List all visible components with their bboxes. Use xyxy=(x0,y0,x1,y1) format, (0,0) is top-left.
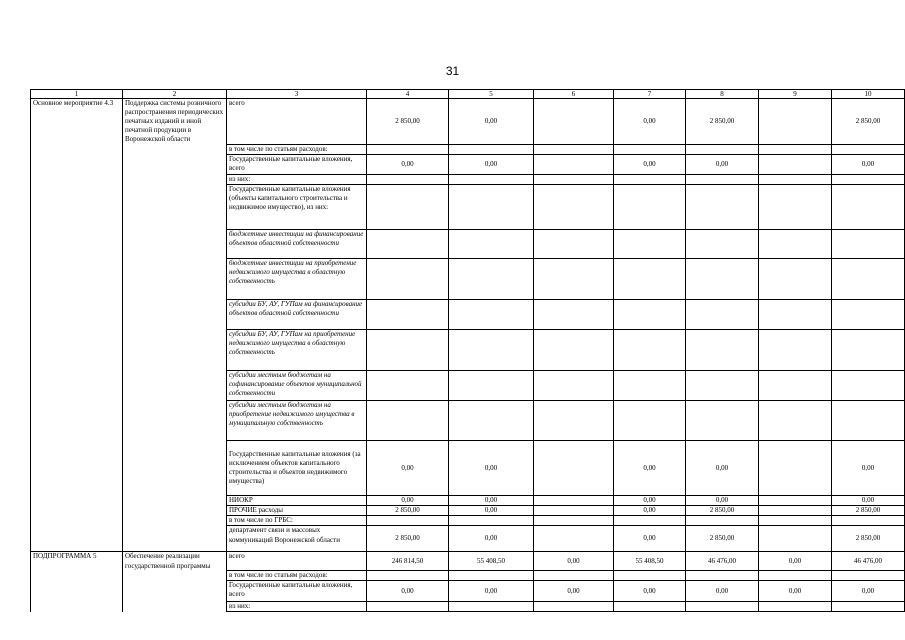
expense-label: в том числе по статьям расходов: xyxy=(227,144,367,154)
value-cell xyxy=(686,230,759,259)
value-cell xyxy=(534,602,614,612)
value-cell xyxy=(759,496,832,506)
activity-description: Поддержка системы розничного распространения периодических печатных изданий и иной печатной продукции в Воронежской области xyxy=(123,99,227,145)
column-header: 7 xyxy=(614,90,686,99)
merged-cell xyxy=(31,571,123,581)
value-cell: 0,00 xyxy=(367,441,449,496)
value-cell xyxy=(367,371,449,401)
value-cell xyxy=(367,230,449,259)
merged-cell xyxy=(123,496,227,506)
value-cell: 0,00 xyxy=(449,506,534,516)
value-cell xyxy=(832,516,905,526)
expense-label: бюджетные инвестиции на финансирование объектов областной собственности xyxy=(227,230,367,259)
value-cell xyxy=(686,185,759,230)
value-cell xyxy=(534,496,614,506)
value-cell xyxy=(759,185,832,230)
value-cell: 0,00 xyxy=(614,581,686,602)
value-cell xyxy=(832,230,905,259)
activity-name: Основное мероприятие 4.3 xyxy=(31,99,123,145)
column-header: 6 xyxy=(534,90,614,99)
table-row xyxy=(31,300,905,330)
value-cell xyxy=(759,506,832,516)
table-row xyxy=(31,99,905,145)
value-cell xyxy=(614,330,686,371)
value-cell: 2 850,00 xyxy=(686,526,759,552)
value-cell xyxy=(759,371,832,401)
merged-cell xyxy=(123,371,227,401)
merged-cell xyxy=(31,441,123,496)
value-cell xyxy=(614,516,686,526)
value-cell xyxy=(759,516,832,526)
value-cell xyxy=(367,300,449,330)
value-cell xyxy=(686,401,759,441)
table-row xyxy=(31,330,905,371)
expense-label: субсидии местным бюджетам на софинансирование объектов муниципальной собственности xyxy=(227,371,367,401)
value-cell: 0,00 xyxy=(449,496,534,506)
value-cell xyxy=(686,144,759,154)
value-cell xyxy=(759,441,832,496)
value-cell: 2 850,00 xyxy=(832,526,905,552)
value-cell xyxy=(686,330,759,371)
table-row xyxy=(31,155,905,175)
value-cell: 2 850,00 xyxy=(367,526,449,552)
value-cell xyxy=(534,571,614,581)
value-cell xyxy=(534,526,614,552)
value-cell: 0,00 xyxy=(759,552,832,571)
value-cell xyxy=(367,330,449,371)
value-cell: 0,00 xyxy=(367,496,449,506)
value-cell xyxy=(614,144,686,154)
merged-cell xyxy=(123,330,227,371)
merged-cell xyxy=(123,571,227,581)
value-cell xyxy=(367,602,449,612)
value-cell xyxy=(534,516,614,526)
value-cell: 0,00 xyxy=(614,441,686,496)
value-cell: 0,00 xyxy=(614,506,686,516)
table-row xyxy=(31,259,905,300)
table-row xyxy=(31,581,905,602)
value-cell xyxy=(686,300,759,330)
merged-cell xyxy=(31,602,123,612)
value-cell xyxy=(449,516,534,526)
table-row xyxy=(31,175,905,185)
value-cell: 46 476,00 xyxy=(686,552,759,571)
value-cell xyxy=(367,144,449,154)
budget-table xyxy=(30,89,905,612)
value-cell xyxy=(534,144,614,154)
value-cell xyxy=(614,401,686,441)
table-row xyxy=(31,371,905,401)
column-header: 8 xyxy=(686,90,759,99)
expense-label: Государственные капитальные вложения, всего xyxy=(227,581,367,602)
value-cell xyxy=(534,330,614,371)
column-header: 1 xyxy=(31,90,123,99)
merged-cell xyxy=(123,516,227,526)
value-cell xyxy=(367,259,449,300)
value-cell xyxy=(614,371,686,401)
value-cell xyxy=(832,330,905,371)
merged-cell xyxy=(123,185,227,230)
value-cell xyxy=(686,602,759,612)
column-header: 3 xyxy=(227,90,367,99)
value-cell xyxy=(614,300,686,330)
value-cell xyxy=(367,175,449,185)
merged-cell xyxy=(123,259,227,300)
expense-label: всего xyxy=(227,99,367,145)
value-cell: 0,00 xyxy=(832,441,905,496)
value-cell xyxy=(449,602,534,612)
value-cell xyxy=(367,401,449,441)
merged-cell xyxy=(123,441,227,496)
expense-label: НИОКР xyxy=(227,496,367,506)
expense-label: из них: xyxy=(227,602,367,612)
value-cell: 0,00 xyxy=(449,581,534,602)
value-cell: 0,00 xyxy=(614,99,686,145)
merged-cell xyxy=(31,506,123,516)
value-cell xyxy=(449,330,534,371)
value-cell: 246 814,50 xyxy=(367,552,449,571)
value-cell: 0,00 xyxy=(449,155,534,175)
expense-label: департамент связи и массовых коммуникаций Воронежской области xyxy=(227,526,367,552)
value-cell xyxy=(534,259,614,300)
table-row xyxy=(31,441,905,496)
merged-cell xyxy=(123,602,227,612)
value-cell xyxy=(534,506,614,516)
value-cell xyxy=(534,99,614,145)
column-header: 9 xyxy=(759,90,832,99)
value-cell xyxy=(534,230,614,259)
value-cell: 0,00 xyxy=(614,155,686,175)
value-cell xyxy=(832,175,905,185)
merged-cell xyxy=(31,230,123,259)
merged-cell xyxy=(31,526,123,552)
merged-cell xyxy=(123,144,227,154)
merged-cell xyxy=(31,144,123,154)
value-cell: 2 850,00 xyxy=(832,99,905,145)
value-cell xyxy=(686,259,759,300)
table-row xyxy=(31,602,905,612)
merged-cell xyxy=(31,496,123,506)
column-header: 5 xyxy=(449,90,534,99)
page-number: 31 xyxy=(445,64,460,78)
table-row xyxy=(31,401,905,441)
expense-label: Государственные капитальные вложения (за исключением объектов капитального строительства и объектов недвижимого имущества) xyxy=(227,441,367,496)
value-cell xyxy=(759,99,832,145)
value-cell xyxy=(759,330,832,371)
value-cell: 0,00 xyxy=(832,581,905,602)
merged-cell xyxy=(123,526,227,552)
value-cell xyxy=(759,300,832,330)
merged-cell xyxy=(123,230,227,259)
column-header-row xyxy=(31,90,905,99)
value-cell xyxy=(449,259,534,300)
merged-cell xyxy=(31,330,123,371)
value-cell xyxy=(449,371,534,401)
value-cell: 0,00 xyxy=(832,496,905,506)
table-row xyxy=(31,506,905,516)
value-cell xyxy=(832,259,905,300)
value-cell xyxy=(832,185,905,230)
table-row xyxy=(31,230,905,259)
value-cell xyxy=(759,401,832,441)
value-cell: 55 408,50 xyxy=(449,552,534,571)
value-cell xyxy=(759,155,832,175)
value-cell xyxy=(832,571,905,581)
table-row xyxy=(31,185,905,230)
merged-cell xyxy=(31,185,123,230)
value-cell xyxy=(832,144,905,154)
expense-label: всего xyxy=(227,552,367,571)
value-cell xyxy=(759,175,832,185)
value-cell: 2 850,00 xyxy=(367,506,449,516)
expense-label: из них: xyxy=(227,175,367,185)
value-cell: 0,00 xyxy=(449,526,534,552)
value-cell xyxy=(367,571,449,581)
value-cell xyxy=(686,175,759,185)
merged-cell xyxy=(31,175,123,185)
value-cell xyxy=(534,401,614,441)
value-cell: 2 850,00 xyxy=(367,99,449,145)
value-cell xyxy=(759,602,832,612)
value-cell: 0,00 xyxy=(449,99,534,145)
expense-label: ПРОЧИЕ расходы xyxy=(227,506,367,516)
value-cell: 0,00 xyxy=(367,581,449,602)
value-cell: 0,00 xyxy=(686,581,759,602)
value-cell xyxy=(832,401,905,441)
value-cell: 0,00 xyxy=(367,155,449,175)
expense-label: бюджетные инвестиции на приобретение недвижимого имущества в областную собственность xyxy=(227,259,367,300)
expense-label: субсидии БУ, АУ, ГУПам на финансирование объектов областной собственности xyxy=(227,300,367,330)
column-header: 4 xyxy=(367,90,449,99)
merged-cell xyxy=(123,401,227,441)
value-cell xyxy=(759,144,832,154)
merged-cell xyxy=(31,371,123,401)
value-cell xyxy=(534,371,614,401)
expense-label: Государственные капитальные вложения, всего xyxy=(227,155,367,175)
value-cell xyxy=(614,571,686,581)
table-row xyxy=(31,144,905,154)
expense-label: субсидии БУ, АУ, ГУПам на приобретение недвижимого имущества в областную собственность xyxy=(227,330,367,371)
value-cell: 0,00 xyxy=(686,155,759,175)
value-cell xyxy=(832,371,905,401)
table-row xyxy=(31,516,905,526)
value-cell xyxy=(614,230,686,259)
value-cell xyxy=(449,185,534,230)
merged-cell xyxy=(31,581,123,602)
activity-name: ПОДПРОГРАММА 5 xyxy=(31,552,123,571)
value-cell xyxy=(614,185,686,230)
value-cell xyxy=(449,571,534,581)
value-cell xyxy=(534,175,614,185)
merged-cell xyxy=(31,300,123,330)
merged-cell xyxy=(123,175,227,185)
merged-cell xyxy=(123,155,227,175)
merged-cell xyxy=(123,300,227,330)
merged-cell xyxy=(31,259,123,300)
value-cell: 46 476,00 xyxy=(832,552,905,571)
value-cell xyxy=(759,230,832,259)
value-cell xyxy=(759,571,832,581)
column-header: 10 xyxy=(832,90,905,99)
value-cell: 55 408,50 xyxy=(614,552,686,571)
merged-cell xyxy=(31,401,123,441)
value-cell xyxy=(614,259,686,300)
merged-cell xyxy=(31,155,123,175)
value-cell xyxy=(614,175,686,185)
activity-description: Обеспечение реализации государственной программы xyxy=(123,552,227,571)
value-cell: 0,00 xyxy=(614,526,686,552)
value-cell xyxy=(449,144,534,154)
value-cell xyxy=(686,571,759,581)
table-row xyxy=(31,496,905,506)
merged-cell xyxy=(31,516,123,526)
value-cell xyxy=(686,371,759,401)
value-cell xyxy=(759,259,832,300)
value-cell xyxy=(534,300,614,330)
value-cell xyxy=(449,230,534,259)
value-cell xyxy=(534,155,614,175)
value-cell: 0,00 xyxy=(614,496,686,506)
value-cell: 0,00 xyxy=(832,155,905,175)
table-row xyxy=(31,571,905,581)
value-cell xyxy=(367,185,449,230)
value-cell xyxy=(367,516,449,526)
table-row xyxy=(31,526,905,552)
value-cell: 0,00 xyxy=(686,441,759,496)
value-cell: 2 850,00 xyxy=(686,99,759,145)
value-cell xyxy=(832,602,905,612)
value-cell xyxy=(449,401,534,441)
value-cell xyxy=(534,441,614,496)
expense-label: в том числе по ГРБС: xyxy=(227,516,367,526)
value-cell: 0,00 xyxy=(686,496,759,506)
value-cell: 2 850,00 xyxy=(686,506,759,516)
column-header: 2 xyxy=(123,90,227,99)
value-cell: 0,00 xyxy=(534,552,614,571)
value-cell: 0,00 xyxy=(534,581,614,602)
table-row xyxy=(31,552,905,571)
value-cell: 2 850,00 xyxy=(832,506,905,516)
value-cell xyxy=(614,602,686,612)
value-cell xyxy=(449,300,534,330)
value-cell: 0,00 xyxy=(759,581,832,602)
value-cell: 0,00 xyxy=(449,441,534,496)
value-cell xyxy=(832,300,905,330)
expense-label: в том числе по статьям расходов: xyxy=(227,571,367,581)
merged-cell xyxy=(123,581,227,602)
value-cell xyxy=(449,175,534,185)
value-cell xyxy=(759,526,832,552)
merged-cell xyxy=(123,506,227,516)
expense-label: субсидии местным бюджетам на приобретение недвижимого имущества в муниципальную собственность xyxy=(227,401,367,441)
value-cell xyxy=(686,516,759,526)
value-cell xyxy=(534,185,614,230)
expense-label: Государственные капитальные вложения (объекты капитального строительства и недвижимое имущество), из них: xyxy=(227,185,367,230)
